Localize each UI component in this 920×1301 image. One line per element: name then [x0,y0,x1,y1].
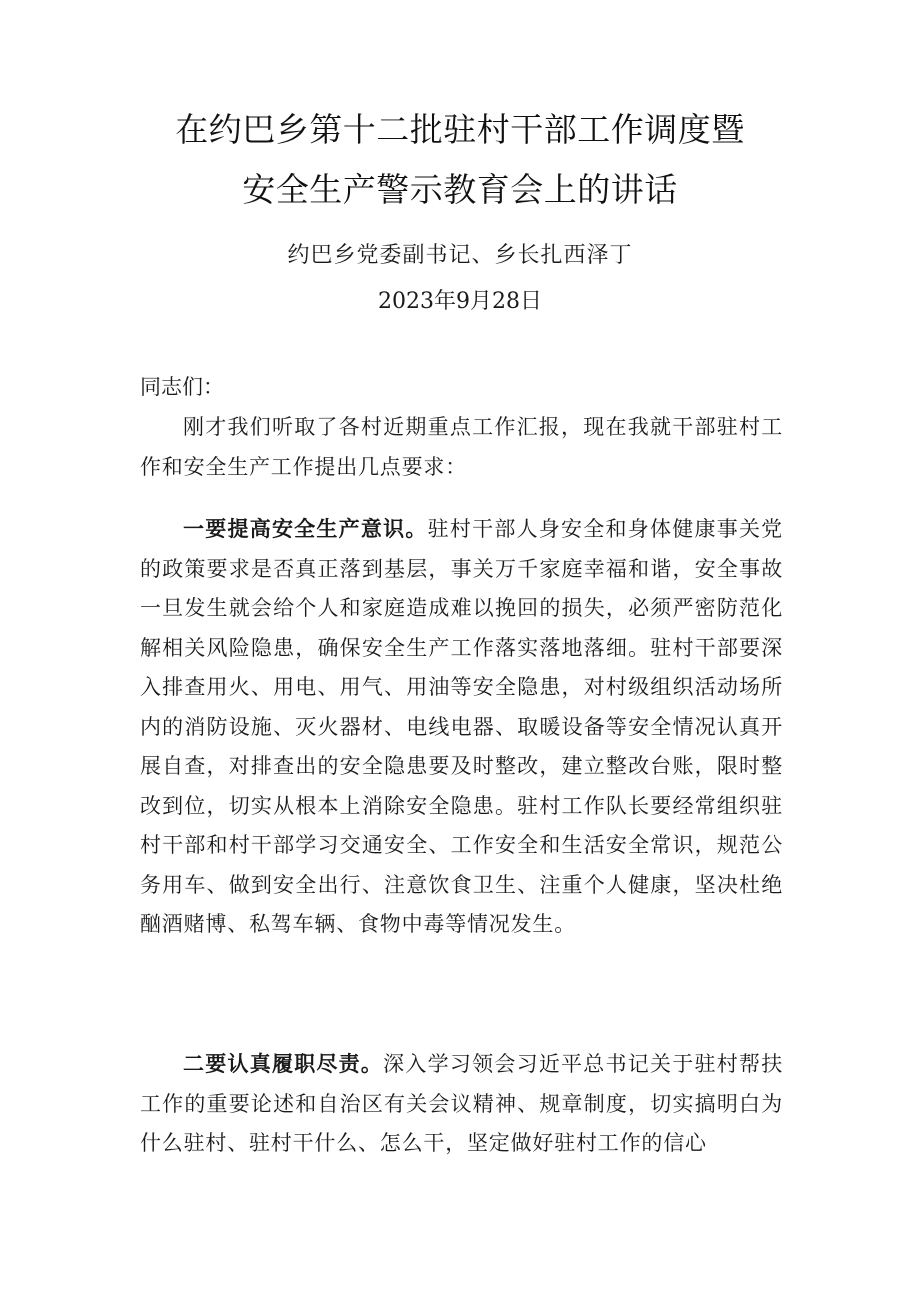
document-title-line-1: 在约巴乡第十二批驻村干部工作调度暨 [175,110,745,149]
section-2-heading: 二要认真履职尽责。 [183,1052,384,1076]
speech-date: 2023年9月28日 [378,289,542,314]
section-1-paragraph [140,510,783,945]
section-2-body: 深入学习领会习近平总书记关于驻村帮扶工作的重要论述和自治区有关会议精神、规章制度，切实搞明白为什么驻村、驻村干什么、怎么干，坚定做好驻村工作的信心 [140,1052,784,1155]
greeting: 同志们： [140,375,224,399]
intro-paragraph [140,408,783,487]
document-title-line-2: 安全生产警示教育会上的讲话 [242,170,678,209]
intro-text: 刚才我们听取了各村近期重点工作汇报，现在我就干部驻村工作和安全生产工作提出几点要求： [140,415,783,479]
section-1-body: 驻村干部人身安全和身体健康事关党的政策要求是否真正落到基层，事关万千家庭幸福和谐，安全事故一旦发生就会给个人和家庭造成难以挽回的损失，必须严密防范化解相关风险隐患，确保安全生产工作落实落地落细。驻村干部要深入排查用火、用电、用气、用油等安全隐患，对村级组织活动场所内的消防设施、灭火器材、电线电器、取暖设备等安全情况认真开展自查，对排查出的安全隐患要及时整改，建立整改台账，限时整改到位，切实从根本上消除安全隐患。驻村工作队长要经常组织驻村干部和村干部学习交通安全、工作安全和生活安全常识，规范公务用车、做到安全出行、注意饮食卫生、注重个人健康，坚决杜绝酗酒赌博、私驾车辆、食物中毒等情况发生。 [140,517,783,936]
section-2-paragraph [140,1045,783,1164]
section-1-heading: 一要提高安全生产意识。 [183,517,428,541]
speaker-byline: 约巴乡党委副书记、乡长扎西泽丁 [287,243,633,268]
